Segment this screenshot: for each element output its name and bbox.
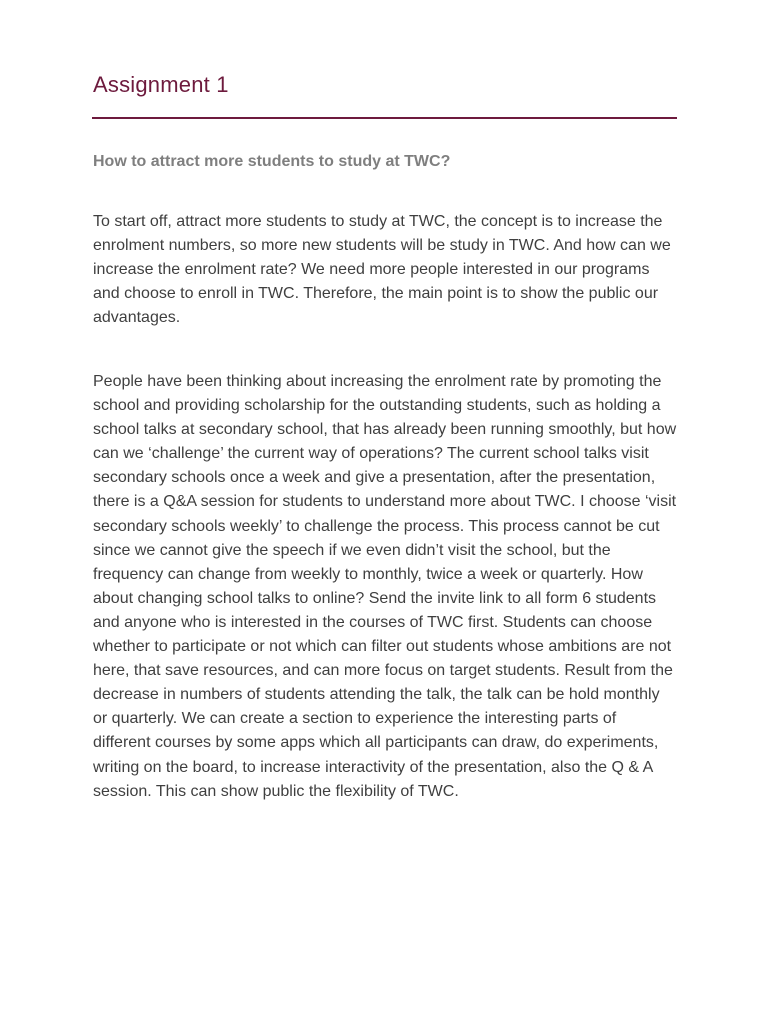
question-heading: How to attract more students to study at TWC? [93,153,451,170]
title-divider [92,117,677,119]
document-title: Assignment 1 [93,72,229,97]
body-paragraph-1: To start off, attract more students to study at TWC, the concept is to increase the enrolment numbers, so more new students will be study in TWC. And how can we increase the enrolment rate? We need more people interested in our programs and choose to enroll in TWC. Therefore, the main point is to show the public our advantages. [93,213,671,327]
body-paragraph-2: People have been thinking about increasing the enrolment rate by promoting the school and providing scholarship for the outstanding students, such as holding a school talks at secondary school, that has already been running smoothly, but how can we ‘challenge’ the current way of operations? The current school talks visit secondary schools once a week and give a presentation, after the presentation, there is a Q&A session for students to understand more about TWC. I choose ‘visit secondary schools weekly’ to challenge the process. This process cannot be cut since we cannot give the speech if we even didn’t visit the school, but the frequency can change from weekly to monthly, twice a week or quarterly. How about changing school talks to online? Send the invite link to all form 6 students and anyone who is interested in the courses of TWC first. Students can choose whether to participate or not which can filter out students whose ambitions are not here, that save resources, and can more focus on target students. Result from the decrease in numbers of students attending the talk, the talk can be hold monthly or quarterly. We can create a section to experience the interesting parts of different courses by some apps which all participants can draw, do experiments, writing on the board, to increase interactivity of the presentation, also the Q & A session. This can show public the flexibility of TWC. [93,373,677,800]
